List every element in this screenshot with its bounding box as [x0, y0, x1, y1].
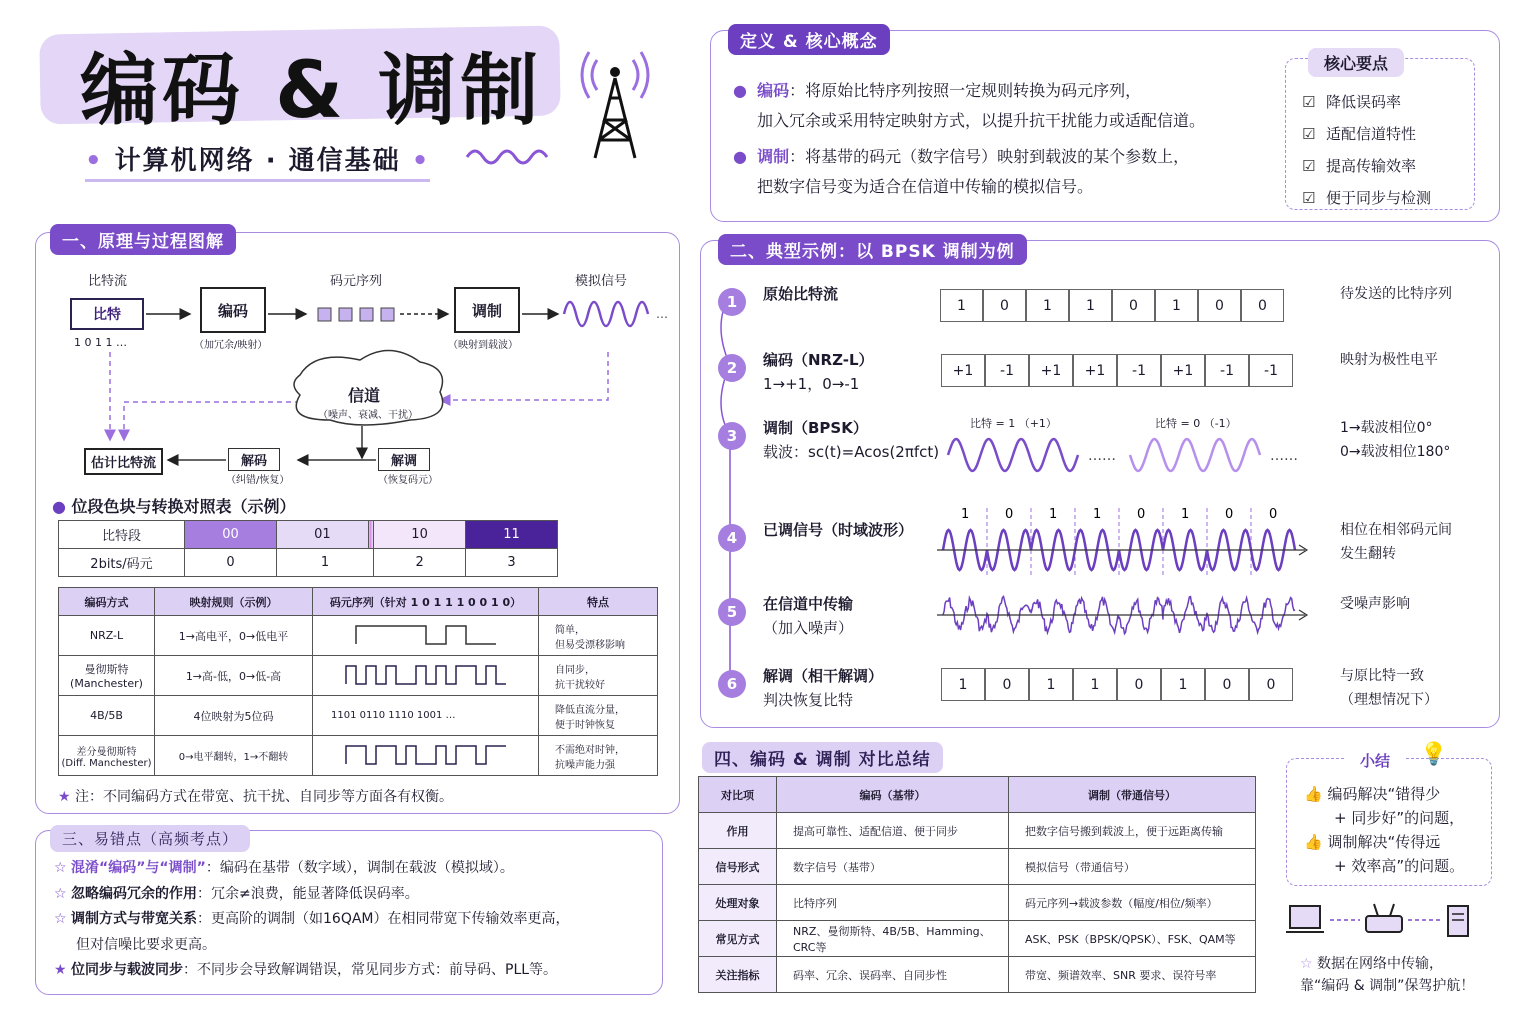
star-icon: ☆: [54, 911, 67, 927]
modulate-box: 调制: [454, 287, 520, 333]
enc-rule: 0→电平翻转，1→不翻转: [155, 736, 313, 776]
wave-bit-label: 0: [1137, 507, 1146, 522]
summary-line: 编码解决“错得少: [1327, 785, 1441, 803]
footer-line: 数据在网络中传输，: [1317, 956, 1444, 972]
key-point-text: 降低误码率: [1326, 93, 1402, 111]
encode-line2: 加入冗余或采用特定映射方式，以提升抗干扰能力或适配信道。: [757, 111, 1206, 130]
pitfall-text: ：编码在基带（数字域），调制在载波（模拟域）。: [205, 860, 514, 876]
bit-cell: +1: [1161, 354, 1205, 387]
enc-feature: 不需绝对时钟， 抗噪声能力强: [539, 736, 658, 776]
cmp-cell: 提高可靠性、适配信道、便于同步: [777, 813, 1009, 849]
bit-cell: 0: [1117, 668, 1161, 701]
modulate-term: 调制: [757, 147, 790, 166]
bit-cell: -1: [985, 354, 1029, 387]
step-label: 解调（相干解调） 判决恢复比特: [763, 667, 884, 709]
cmp-cell: 带宽、频谱效率、SNR 要求、误符号率: [1009, 957, 1256, 993]
definition-modulate: ● 调制：将基带的码元（数字信号）映射到载波的某个参数上， 把数字信号变为适合在信道中传输的模拟信号。: [733, 147, 1190, 196]
wave-bit-label: 0: [1225, 507, 1234, 522]
bitstream-label: 比特流: [88, 274, 128, 289]
color-table: [58, 520, 558, 577]
star-icon: ★: [58, 789, 71, 805]
table-row: [699, 813, 1256, 849]
enc-waveform: [313, 616, 539, 656]
step-label: 编码（NRZ-L） 1→+1，0→-1: [763, 351, 874, 393]
star-icon: ☆: [1300, 956, 1313, 972]
cmp-item: 处理对象: [699, 885, 777, 921]
cmp-cell: 数字信号（基带）: [777, 849, 1009, 885]
checkbox-icon: ☑: [1302, 125, 1316, 143]
color-cell: 11: [466, 521, 558, 549]
wave-bit-label: 0: [1269, 507, 1278, 522]
est-bits-box: 估计比特流: [84, 448, 163, 475]
step-description: 受噪声影响: [1340, 596, 1410, 612]
definition-heading: 定义 & 核心概念: [728, 24, 890, 55]
cmp-item: 关注指标: [699, 957, 777, 993]
section1-heading: 一、原理与过程图解: [50, 224, 236, 255]
encoding-table: [58, 587, 658, 776]
bit-cell: +1: [1073, 354, 1117, 387]
bit-cell: +1: [1029, 354, 1073, 387]
bit-cell: 0: [1249, 668, 1293, 701]
pitfall-item: [54, 958, 570, 984]
thumb-icon: 👍: [1304, 833, 1323, 851]
bit-cell: 1: [1161, 668, 1205, 701]
summary-text: [1304, 782, 1464, 878]
bit-cell: 0: [985, 668, 1029, 701]
step-label: 原始比特流: [763, 285, 839, 303]
symbol-seq-label: 码元序列: [330, 274, 383, 289]
carrier-waves: [940, 430, 1310, 480]
step-number: 6: [718, 670, 746, 698]
enc-feature: 自同步， 抗干扰较好: [539, 656, 658, 696]
wave-bit-label: 1: [1181, 507, 1190, 522]
wave-bit-label: 1: [1093, 507, 1102, 522]
step-description: 待发送的比特序列: [1340, 286, 1452, 302]
step-description: 与原比特一致 （理想情况下）: [1340, 668, 1438, 708]
summary-heading: 小结: [1346, 750, 1404, 771]
color-table-title: ● 位段色块与转换对照表（示例）: [52, 497, 296, 516]
table-row: [699, 885, 1256, 921]
enc-name: 4B/5B: [59, 696, 155, 736]
encode-term: 编码: [757, 81, 790, 100]
bit-cell: 1: [941, 668, 985, 701]
section4-heading: 四、编码 & 调制 对比总结: [702, 742, 943, 773]
pitfall-text: 但对信噪比要求更高。: [76, 936, 216, 953]
svg-text:……: ……: [1088, 448, 1116, 464]
bit-cell: 0: [1241, 289, 1284, 322]
enc-header: 特点: [539, 588, 658, 616]
value-cell: 1: [276, 549, 373, 577]
subtitle: • 计算机网络 · 通信基础 •: [85, 140, 430, 182]
modulate-note: （映射到载波）: [448, 340, 518, 351]
table-row: [59, 616, 658, 656]
cmp-item: 信号形式: [699, 849, 777, 885]
value-cell: 3: [466, 549, 558, 577]
comparison-table: [698, 776, 1256, 993]
cmp-cell: 把数字信号搬到载波上，便于远距离传输: [1009, 813, 1256, 849]
bit-cell: 1: [940, 289, 983, 322]
bit-cell: 0: [983, 289, 1026, 322]
checkbox-icon: ☑: [1302, 189, 1316, 207]
enc-waveform: [313, 736, 539, 776]
decode-box: 解码: [228, 448, 280, 471]
thumb-icon: 👍: [1304, 785, 1323, 803]
cmp-cell: 码元序列→载波参数（幅度/相位/频率）: [1009, 885, 1256, 921]
bit-cell: +1: [941, 354, 985, 387]
enc-header: 编码方式: [59, 588, 155, 616]
key-point: [1302, 86, 1431, 118]
analog-label: 模拟信号: [575, 274, 628, 289]
demod-box: 解调: [378, 448, 430, 471]
step-label: 在信道中传输 （加入噪声）: [763, 595, 854, 637]
section3-list: [54, 856, 570, 984]
decode-note: （纠错/恢复）: [226, 475, 290, 486]
wave-bit-label: 0: [1005, 507, 1014, 522]
table-row: [699, 957, 1256, 993]
table-row: [59, 736, 658, 776]
key-point: [1302, 150, 1431, 182]
bit-box: 比特: [70, 298, 144, 330]
bit-cell: 1: [1026, 289, 1069, 322]
bit-cell: -1: [1117, 354, 1161, 387]
bit-cell: -1: [1205, 354, 1249, 387]
color-row-head: 2bits/码元: [59, 549, 185, 577]
step-connector: [712, 275, 752, 695]
step-number: 4: [718, 524, 746, 552]
bit-cell: 1: [1073, 668, 1117, 701]
wave-bit-label: 1: [1049, 507, 1058, 522]
page-title: 编码 & 调制: [80, 46, 543, 136]
noisy-signal: [935, 590, 1315, 640]
enc-feature: 降低直流分量， 便于时钟恢复: [539, 696, 658, 736]
svg-text:……: ……: [1270, 448, 1298, 464]
key-points-list: [1302, 86, 1431, 214]
color-table-title-text: 位段色块与转换对照表（示例）: [71, 497, 296, 516]
summary-line: 调制解决“传得远: [1327, 833, 1441, 851]
checkbox-icon: ☑: [1302, 157, 1316, 175]
subtitle-text: 计算机网络 · 通信基础: [114, 146, 401, 176]
enc-header: 映射规则（示例）: [155, 588, 313, 616]
summary-line: + 同步好”的问题，: [1334, 809, 1465, 827]
enc-name: 曼彻斯特 (Manchester): [59, 656, 155, 696]
key-points-heading: 核心要点: [1308, 48, 1404, 77]
bit-cell: 1: [1029, 668, 1073, 701]
step-label: 调制（BPSK） 载波：sc(t)=Acos(2πfct): [763, 419, 940, 461]
footer-line: 靠“编码 & 调制”保驾护航！: [1300, 978, 1475, 994]
color-cell: 00: [185, 521, 277, 549]
key-point-text: 提高传输效率: [1326, 157, 1417, 175]
pitfall-text: ：更高阶的调制（如16QAM）在相同带宽下传输效率更高，: [197, 911, 570, 927]
table-row: [59, 696, 658, 736]
summary-footer: [1300, 953, 1474, 997]
cmp-item: 常见方式: [699, 921, 777, 957]
pitfall-text: ：不同步会导致解调错误，常见同步方式：前导码、PLL等。: [183, 962, 558, 978]
bit-cell: 0: [1205, 668, 1249, 701]
star-icon: ★: [54, 962, 67, 978]
enc-rule: 1→高-低，0→低-高: [155, 656, 313, 696]
enc-feature: 简单， 但易受漂移影响: [539, 616, 658, 656]
enc-name: NRZ-L: [59, 616, 155, 656]
channel-label: 信道: [348, 386, 381, 405]
section2-heading: 二、典型示例：以 BPSK 调制为例: [718, 234, 1027, 265]
bpsk-signal: [935, 500, 1315, 580]
table-row: [699, 849, 1256, 885]
encode-box: 编码: [200, 287, 266, 333]
table-row: [699, 921, 1256, 957]
pitfall-item: [54, 907, 570, 933]
enc-header: 码元序列（针对 1 0 1 1 1 0 0 1 0）: [313, 588, 539, 616]
pitfall-item: [54, 882, 570, 908]
step-label: 已调信号（时域波形）: [763, 521, 914, 539]
cmp-cell: NRZ、曼彻斯特、4B/5B、Hamming、CRC等: [777, 921, 1009, 957]
antenna-tower-icon: [575, 40, 655, 160]
pitfall-bold: 位同步与载波同步: [71, 962, 184, 978]
cmp-cell: ASK、PSK（BPSK/QPSK）、FSK、QAM等: [1009, 921, 1256, 957]
key-point: [1302, 182, 1431, 214]
enc-name: 差分曼彻斯特 (Diff. Manchester): [59, 736, 155, 776]
section1-note-text: 注：不同编码方式在带宽、抗干扰、自同步等方面各有权衡。: [75, 789, 454, 805]
enc-rule: 1→高电平，0→低电平: [155, 616, 313, 656]
step-number: 1: [718, 288, 746, 316]
color-cell: 01: [276, 521, 368, 549]
key-point: [1302, 118, 1431, 150]
cmp-header: 调制（带通信号）: [1009, 777, 1256, 813]
svg-text:…: …: [656, 307, 668, 321]
modulate-line1: ：将基带的码元（数字信号）映射到载波的某个参数上，: [789, 147, 1190, 166]
cmp-cell: 码率、冗余、误码率、自同步性: [777, 957, 1009, 993]
step-description: 映射为极性电平: [1340, 352, 1438, 368]
value-cell: 2: [374, 549, 466, 577]
step-number: 3: [718, 422, 746, 450]
bit-cell: -1: [1249, 354, 1293, 387]
pitfall-item: [54, 933, 570, 959]
pitfall-bold: 混淆“编码”与“调制”: [71, 860, 206, 876]
step-number: 2: [718, 354, 746, 382]
step-number: 5: [718, 598, 746, 626]
cmp-item: 作用: [699, 813, 777, 849]
enc-seq: 1101 0110 1110 1001 …: [313, 696, 539, 736]
encode-note: （加冗余/映射）: [194, 340, 268, 351]
enc-rule: 4位映射为5位码: [155, 696, 313, 736]
encode-line1: ：将原始比特序列按照一定规则转换为码元序列，: [789, 81, 1142, 100]
section1-note: [58, 786, 453, 806]
star-icon: ☆: [54, 860, 67, 876]
bit-cell: 0: [1198, 289, 1241, 322]
modulate-line2: 把数字信号变为适合在信道中传输的模拟信号。: [757, 177, 1094, 196]
bit-cell: 1: [1069, 289, 1112, 322]
channel-note: （噪声、衰减、干扰）: [318, 410, 418, 421]
step-description: 1→载波相位0° 0→载波相位180°: [1340, 420, 1451, 460]
wave-bit-label: 1: [961, 507, 970, 522]
bit0-wave-label: 比特 = 0 （-1）: [1155, 417, 1237, 430]
summary-line: + 效率高”的问题。: [1334, 857, 1465, 875]
key-point-text: 适配信道特性: [1326, 125, 1417, 143]
bits-text: 1 0 1 1 …: [74, 336, 127, 349]
star-icon: ☆: [54, 885, 67, 902]
definition-encode: ● 编码：将原始比特序列按照一定规则转换为码元序列， 加入冗余或采用特定映射方式，以提升抗干扰能力或适配信道。: [733, 81, 1206, 130]
cmp-header: 编码（基带）: [777, 777, 1009, 813]
cmp-cell: 模拟信号（带通信号）: [1009, 849, 1256, 885]
pitfall-item: [54, 856, 570, 882]
pitfall-text: ：冗余≠浪费，能显著降低误码率。: [197, 885, 419, 902]
bit1-wave-label: 比特 = 1 （+1）: [970, 417, 1057, 430]
section3-heading: 三、易错点（高频考点）: [50, 825, 250, 852]
squiggle-decoration: [465, 145, 555, 169]
step-description: 相位在相邻码元间 发生翻转: [1340, 522, 1452, 562]
checkbox-icon: ☑: [1302, 93, 1316, 111]
value-cell: 0: [185, 549, 277, 577]
pitfall-bold: 调制方式与带宽关系: [71, 911, 198, 927]
enc-waveform: [313, 656, 539, 696]
network-devices-icon: [1286, 898, 1486, 944]
key-point-text: 便于同步与检测: [1326, 189, 1432, 207]
pitfall-bold: 忽略编码冗余的作用: [71, 885, 198, 902]
color-cell: 10: [374, 521, 466, 549]
table-row: [59, 656, 658, 696]
cmp-cell: 比特序列: [777, 885, 1009, 921]
cmp-header: 对比项: [699, 777, 777, 813]
bit-cell: 0: [1112, 289, 1155, 322]
lightbulb-icon: 💡: [1420, 742, 1448, 767]
bit-cell: 1: [1155, 289, 1198, 322]
demod-note: （恢复码元）: [378, 475, 438, 486]
color-row-head: 比特段: [59, 521, 185, 549]
